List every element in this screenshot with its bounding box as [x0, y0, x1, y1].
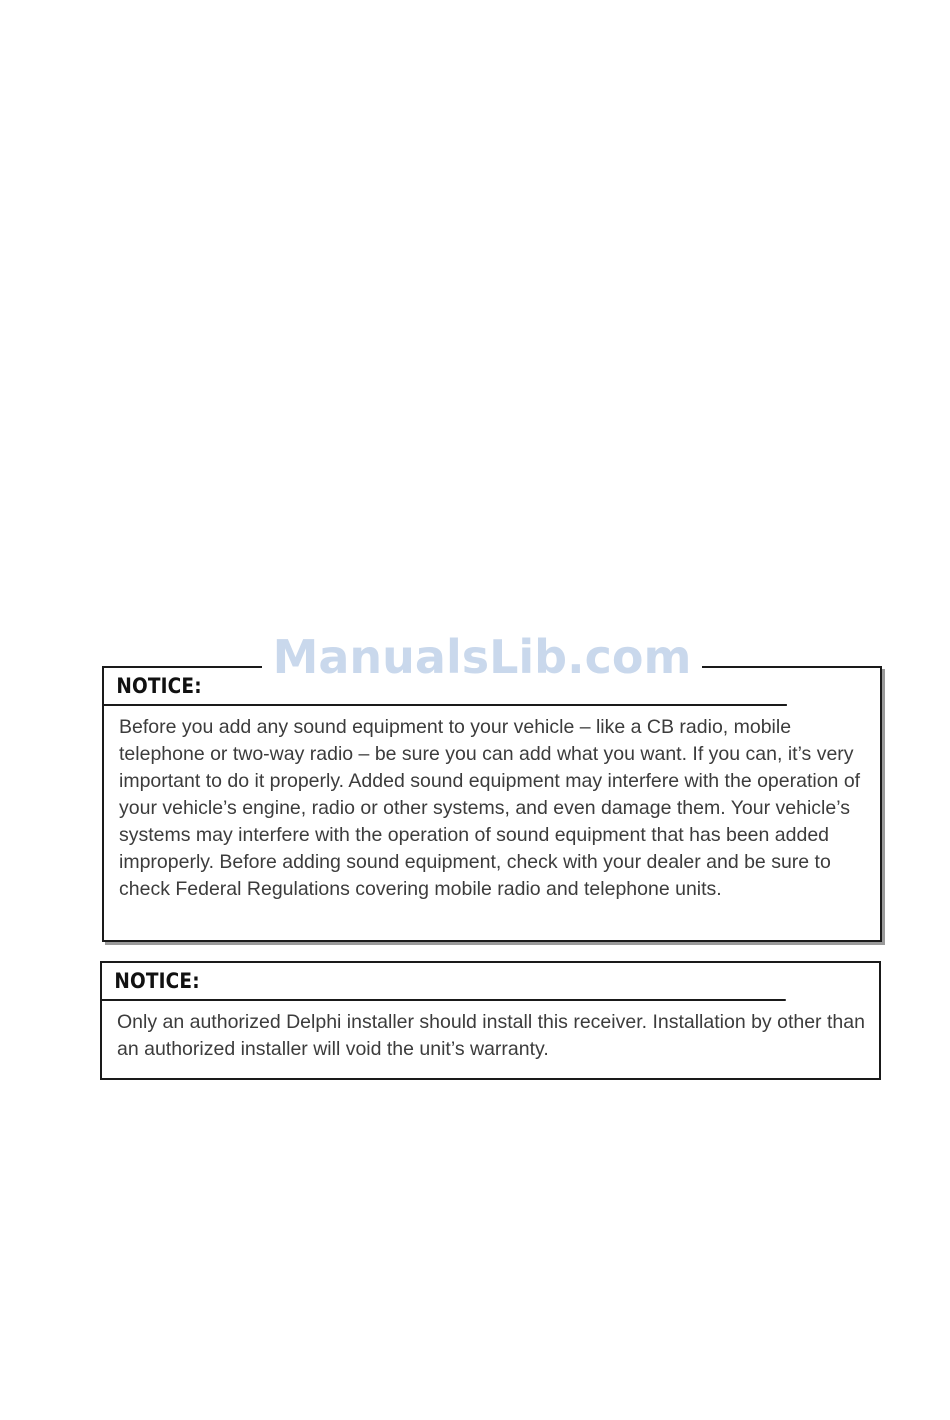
notice-box-sound-equipment: [102, 666, 882, 942]
notice-heading: NOTICE:: [102, 963, 786, 1001]
notice-heading: NOTICE:: [104, 668, 787, 706]
notice-text: Only an authorized Delphi installer should install this receiver. Installation by other than an authorized installer will void the unit’s warranty.: [117, 1011, 865, 1060]
notice-box-installer: [100, 961, 881, 1080]
notice-text: Before you add any sound equipment to your vehicle – like a CB radio, mobile telephone or two-way radio – be sure you can add what you want. If you can, it’s very important to do it properly. Added sound equipment may interfere with the operation of your vehicle’s engine, radio or other systems, and even damage them. Your vehicle’s systems may interfere with the operation of sound equipment that has been added improperly. Before adding sound equipment, check with your dealer and be sure to check Federal Regulations covering mobile radio and telephone units.: [119, 716, 861, 900]
watermark: ManualsLib.com: [262, 627, 702, 687]
